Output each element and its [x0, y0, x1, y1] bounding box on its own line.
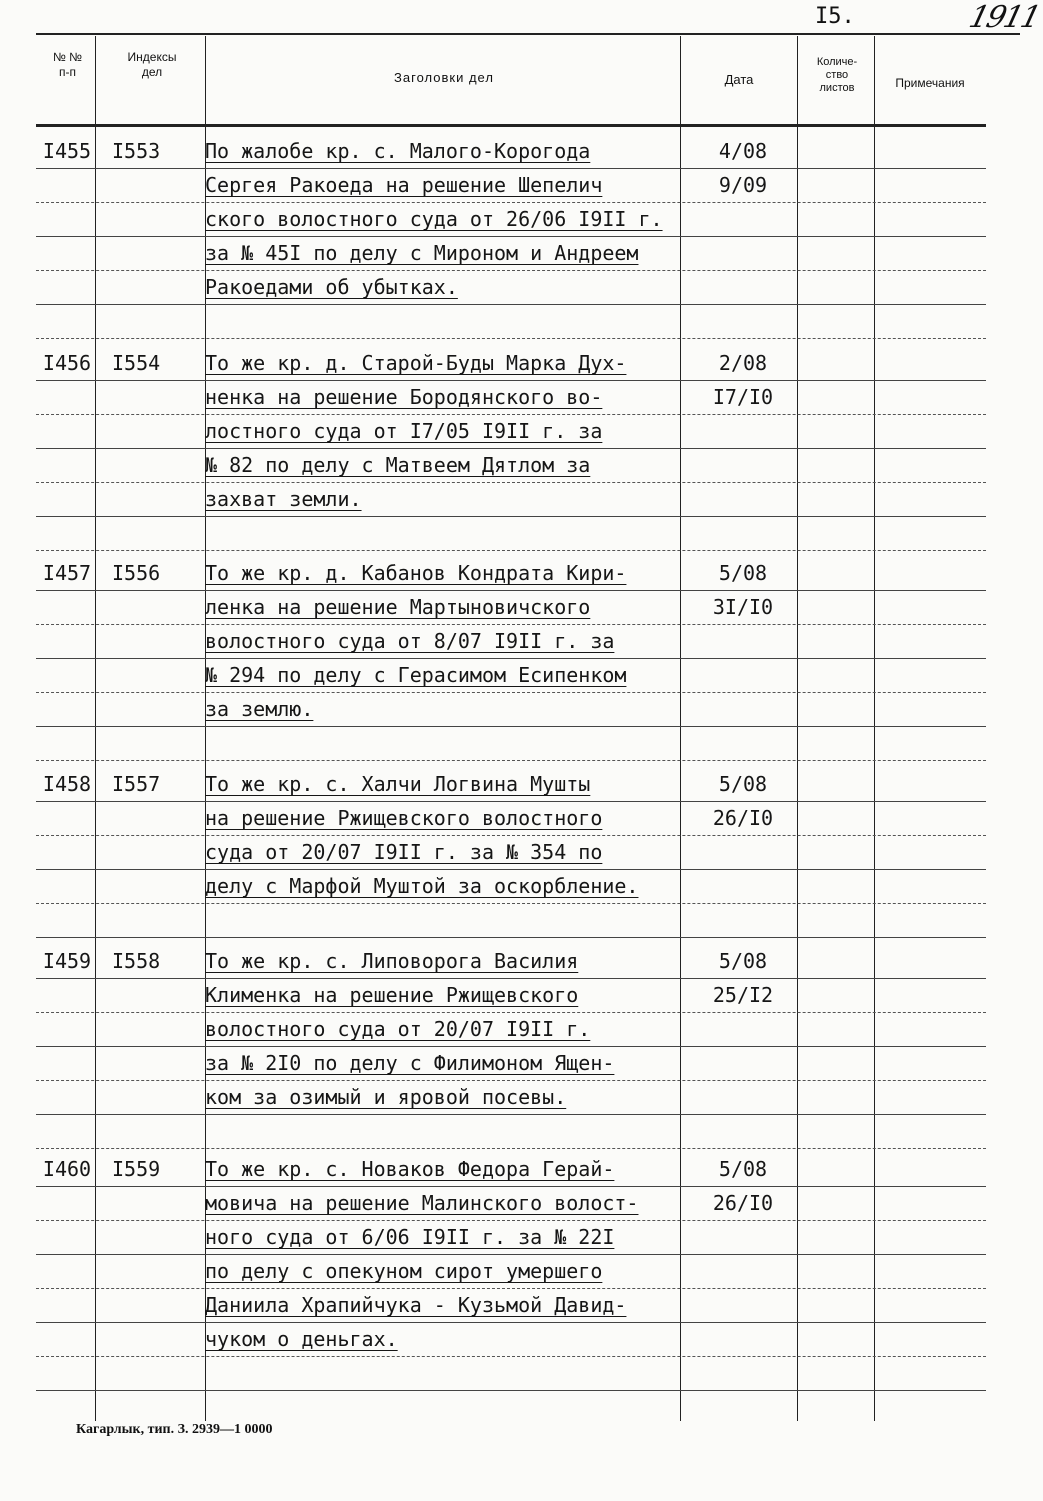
- row-number: I457: [42, 561, 92, 585]
- date-value: 9/09: [718, 173, 768, 197]
- row-index: I559: [112, 1157, 161, 1181]
- ruled-line: [36, 338, 986, 339]
- ruled-line: [36, 937, 986, 938]
- ruled-line: [36, 978, 986, 979]
- ruled-line: [36, 1080, 986, 1081]
- title-line: мовича на решение Малинского волост-: [205, 1191, 639, 1215]
- header-index: Индексы дел: [127, 50, 177, 79]
- row-number: I460: [42, 1157, 92, 1181]
- header-rule: [36, 124, 986, 127]
- ruled-line: [36, 270, 986, 271]
- row-title: [205, 556, 685, 726]
- title-line: волостного суда от 20/07 I9II г.: [205, 1017, 591, 1041]
- row-title: [205, 134, 685, 304]
- date-value: 2/08: [718, 351, 768, 375]
- title-line: № 294 по делу с Герасимом Есипенком: [205, 663, 627, 687]
- row-title: [205, 944, 685, 1114]
- ruled-line: [36, 658, 986, 659]
- row-index: I557: [112, 772, 161, 796]
- title-line: То же кр. с. Халчи Логвина Мушты: [205, 772, 591, 796]
- ruled-line: [36, 801, 986, 802]
- title-line: № 82 по делу с Матвеем Дятлом за: [205, 453, 591, 477]
- ruled-line: [36, 380, 986, 381]
- date-value: 5/08: [718, 1157, 768, 1181]
- row-index: I556: [112, 561, 161, 585]
- ruled-line: [36, 448, 986, 449]
- ruled-line: [36, 168, 986, 169]
- title-line: Клименка на решение Ржищевского: [205, 983, 579, 1007]
- ruled-line: [36, 590, 986, 591]
- top-rule: [36, 33, 1020, 35]
- date-value: 25/I2: [712, 983, 774, 1007]
- column-divider: [797, 36, 798, 1421]
- ruled-line: [36, 202, 986, 203]
- title-line: Даниила Храпийчука - Кузьмой Давид-: [205, 1293, 627, 1317]
- header-title: Заголовки дел: [394, 70, 494, 85]
- ruled-line: [36, 1148, 986, 1149]
- ruled-line: [36, 1114, 986, 1115]
- title-line: волостного суда от 8/07 I9II г. за: [205, 629, 615, 653]
- date-value: I7/I0: [712, 385, 774, 409]
- ruled-line: [36, 835, 986, 836]
- title-line: чуком о деньгах.: [205, 1327, 398, 1351]
- ruled-line: [36, 236, 986, 237]
- title-line: ненка на решение Бородянского во-: [205, 385, 603, 409]
- row-number: I455: [42, 139, 92, 163]
- handwritten-archive-mark: 1911: [965, 0, 1043, 35]
- title-line: захват земли.: [205, 487, 362, 511]
- ruled-line: [36, 482, 986, 483]
- title-line: ленка на решение Мартыновичского: [205, 595, 591, 619]
- ruled-line: [36, 1220, 986, 1221]
- title-line: ского волостного суда от 26/06 I9II г.: [205, 207, 663, 231]
- title-line: То же кр. с. Новаков Федора Герай-: [205, 1157, 615, 1181]
- title-line: То же кр. д. Кабанов Кондрата Кири-: [205, 561, 627, 585]
- date-value: 5/08: [718, 949, 768, 973]
- header-sheet-count: Количе- ство листов: [816, 56, 858, 95]
- date-value: 26/I0: [712, 1191, 774, 1215]
- title-line: Ракоедами об убытках.: [205, 275, 458, 299]
- header-number: № № п-п: [52, 50, 83, 79]
- ruled-line: [36, 1254, 986, 1255]
- title-line: То же кр. д. Старой-Буды Марка Дух-: [205, 351, 627, 375]
- row-number: I456: [42, 351, 92, 375]
- title-line: на решение Ржищевского волостного: [205, 806, 603, 830]
- date-value: 3I/I0: [712, 595, 774, 619]
- ruled-line: [36, 550, 986, 551]
- ruled-line: [36, 516, 986, 517]
- ruled-line: [36, 1012, 986, 1013]
- title-line: по делу с опекуном сирот умершего: [205, 1259, 603, 1283]
- title-line: То же кр. с. Липоворога Василия: [205, 949, 579, 973]
- date-value: 4/08: [718, 139, 768, 163]
- ruled-line: [36, 869, 986, 870]
- date-value: 5/08: [718, 772, 768, 796]
- page-number: I5.: [815, 4, 855, 29]
- row-number: I459: [42, 949, 92, 973]
- title-line: суда от 20/07 I9II г. за № 354 по: [205, 840, 603, 864]
- printer-imprint: Кагарлык, тип. З. 2939—1 0000: [76, 1422, 273, 1437]
- row-index: I554: [112, 351, 161, 375]
- row-number: I458: [42, 772, 92, 796]
- date-value: 26/I0: [712, 806, 774, 830]
- title-line: Сергея Ракоеда на решение Шепелич: [205, 173, 603, 197]
- ruled-line: [36, 414, 986, 415]
- ruled-line: [36, 624, 986, 625]
- title-line: за землю.: [205, 697, 314, 721]
- column-divider: [874, 36, 875, 1421]
- date-value: 5/08: [718, 561, 768, 585]
- title-line: ком за озимый и яровой посевы.: [205, 1085, 567, 1109]
- title-line: за № 2I0 по делу с Филимоном Ящен-: [205, 1051, 615, 1075]
- ruled-line: [36, 1288, 986, 1289]
- ruled-line: [36, 1322, 986, 1323]
- ruled-line: [36, 1046, 986, 1047]
- row-index: I558: [112, 949, 161, 973]
- row-index: I553: [112, 139, 161, 163]
- title-line: лостного суда от I7/05 I9II г. за: [205, 419, 603, 443]
- column-divider: [95, 36, 96, 1421]
- header-notes: Примечания: [895, 76, 965, 90]
- title-line: делу с Марфой Муштой за оскорбление.: [205, 874, 639, 898]
- ruled-line: [36, 1356, 986, 1357]
- title-line: По жалобе кр. с. Малого-Корогода: [205, 139, 591, 163]
- ruled-line: [36, 760, 986, 761]
- ruled-line: [36, 1390, 986, 1391]
- title-line: за № 45I по делу с Мироном и Андреем: [205, 241, 639, 265]
- header-date: Дата: [724, 72, 754, 87]
- ruled-line: [36, 692, 986, 693]
- ruled-line: [36, 304, 986, 305]
- ruled-line: [36, 1186, 986, 1187]
- ruled-line: [36, 726, 986, 727]
- ruled-line: [36, 903, 986, 904]
- row-title: [205, 346, 685, 516]
- title-line: ного суда от 6/06 I9II г. за № 22I: [205, 1225, 615, 1249]
